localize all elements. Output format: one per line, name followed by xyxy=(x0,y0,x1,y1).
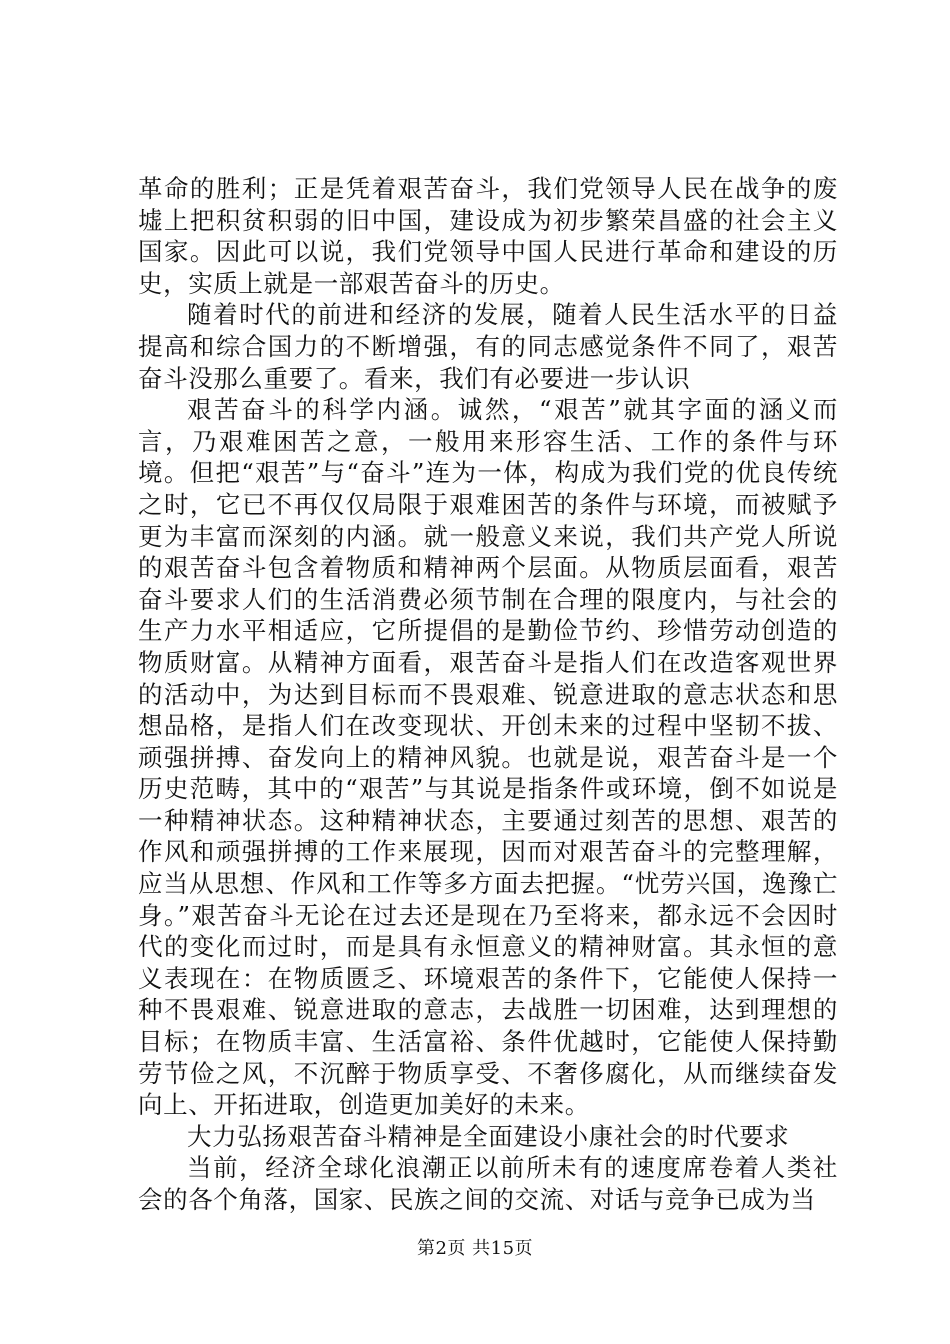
paragraph-development: 随着时代的前进和经济的发展，随着人民生活水平的日益提高和综合国力的不断增强，有的同志感觉条件不同了，艰苦奋斗没那么重要了。看来，我们有必要进一步认识 xyxy=(138,300,838,393)
paragraph-continuation: 革命的胜利；正是凭着艰苦奋斗，我们党领导人民在战争的废墟上把积贫积弱的旧中国，建设成为初步繁荣昌盛的社会主义国家。因此可以说，我们党领导中国人民进行革命和建设的历史，实质上就是一部艰苦奋斗的历史。 xyxy=(138,174,838,298)
paragraph-connotation: 艰苦奋斗的科学内涵。诚然，“艰苦”就其字面的涵义而言，乃艰难困苦之意，一般用来形容生活、工作的条件与环境。但把“艰苦”与“奋斗”连为一体，构成为我们党的优良传统之时，它已不再仅仅局限于艰难困苦的条件与环境，而被赋予更为丰富而深刻的内涵。就一般意义来说，我们共产党人所说的艰苦奋斗包含着物质和精神两个层面。从物质层面看，艰苦奋斗要求人们的生活消费必须节制在合理的限度内，与社会的生产力水平相适应，它所提倡的是勤俭节约、珍惜劳动创造的物质财富。从精神方面看，艰苦奋斗是指人们在改造客观世界的活动中，为达到目标而不畏艰难、锐意进取的意志状态和思想品格，是指人们在改变现状、开创未来的过程中坚韧不拔、顽强拼搏、奋发向上的精神风貌。也就是说，艰苦奋斗是一个历史范畴，其中的“艰苦”与其说是指条件或环境，倒不如说是一种精神状态。这种精神状态，主要通过刻苦的思想、艰苦的作风和顽强拼搏的工作来展现，因而对艰苦奋斗的完整理解，应当从思想、作风和工作等多方面去把握。“忧劳兴国，逸豫亡身。”艰苦奋斗无论在过去还是现在乃至将来，都永远不会因时代的变化而过时，而是具有永恒意义的精神财富。其永恒的意义表现在：在物质匮乏、环境艰苦的条件下，它能使人保持一种不畏艰难、锐意进取的意志，去战胜一切困难，达到理想的目标；在物质丰富、生活富裕、条件优越时，它能使人保持勤劳节俭之风，不沉醉于物质享受、不奢侈腐化，从而继续奋发向上、开拓进取，创造更加美好的未来。 xyxy=(138,395,838,1120)
section-heading: 大力弘扬艰苦奋斗精神是全面建设小康社会的时代要求 xyxy=(187,1121,790,1151)
body-text xyxy=(138,173,838,1216)
page-footer: 第2页 共15页 xyxy=(416,1238,534,1259)
paragraph-globalization: 当前，经济全球化浪潮正以前所未有的速度席卷着人类社会的各个角落，国家、民族之间的交流、对话与竞争已成为当 xyxy=(138,1153,838,1214)
